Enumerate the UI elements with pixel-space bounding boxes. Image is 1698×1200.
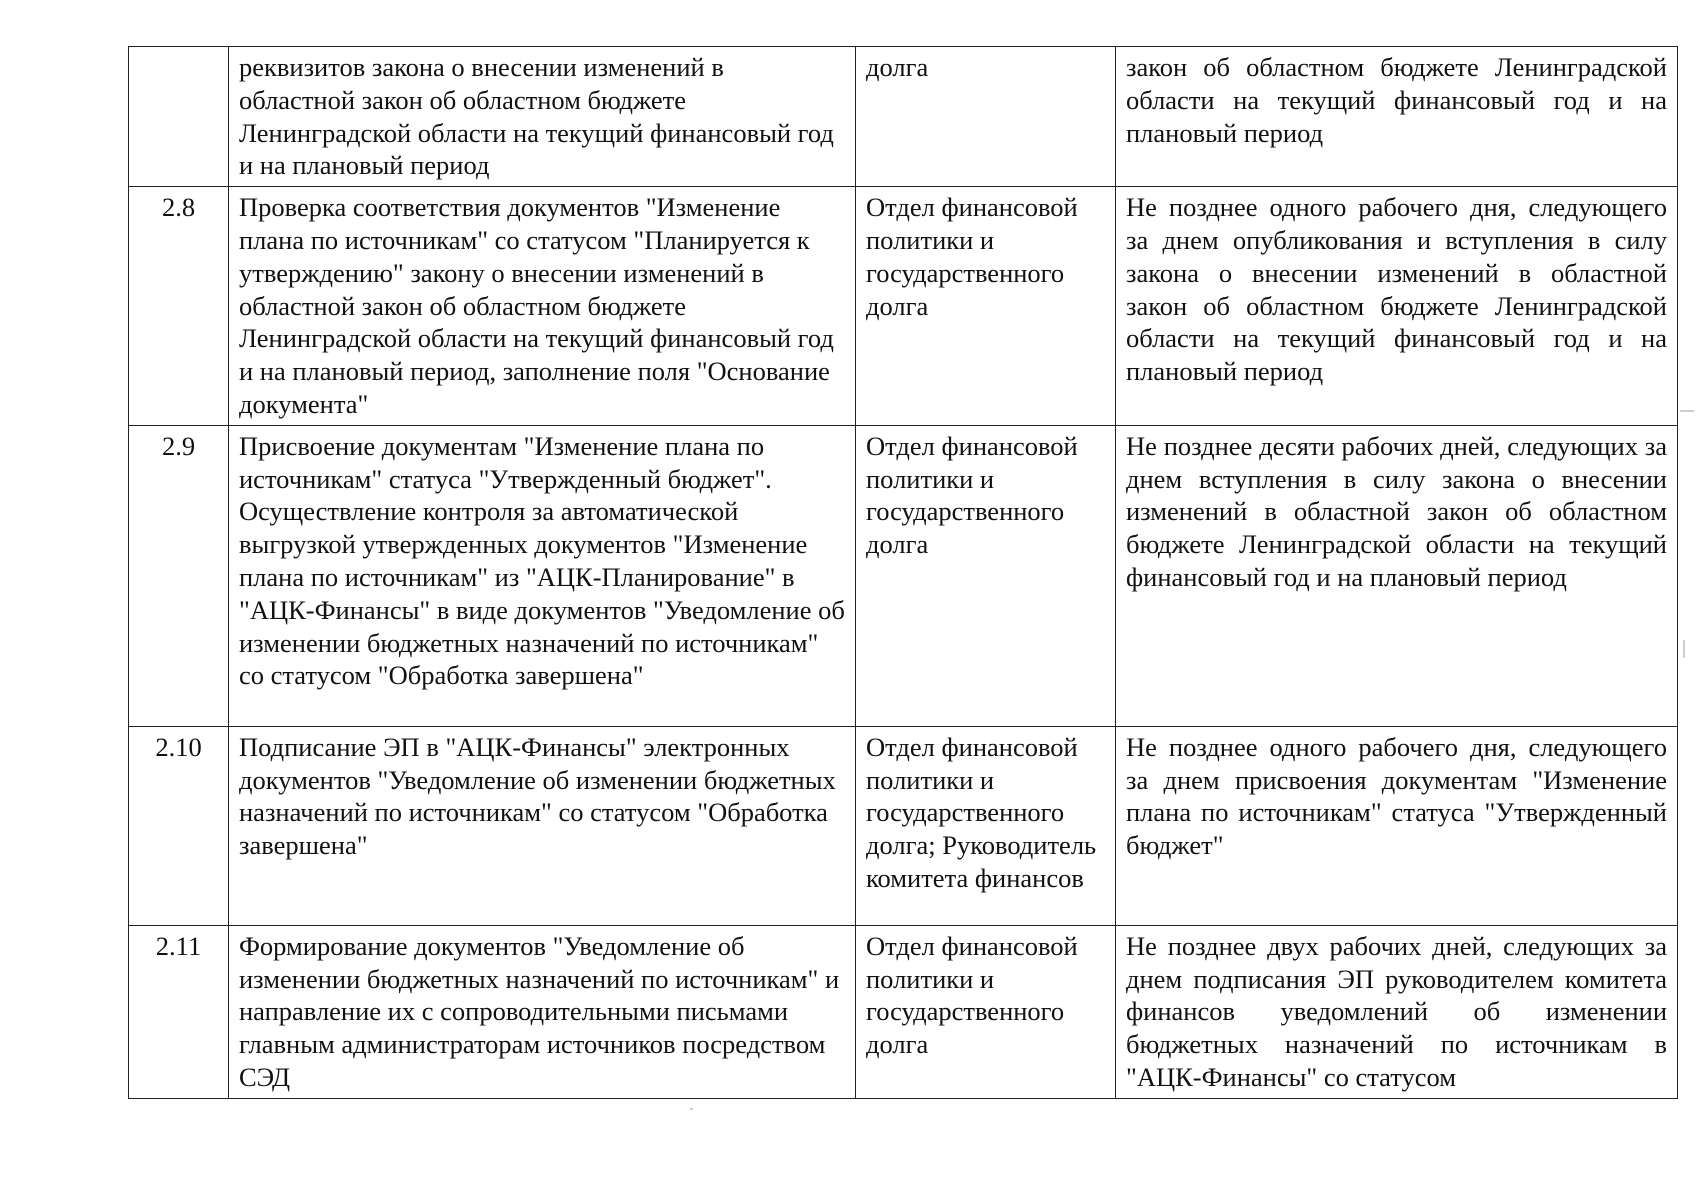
deadline-cell: Не позднее одного рабочего дня, следующего за днем опубликования и вступления в силу закона о внесении изменений в областной закон об областном бюджете Ленинградской области на текущий финансовый год и на плановый период [1116,187,1678,426]
deadline-cell: Не позднее десяти рабочих дней, следующих за днем вступления в силу закона о внесении изменений в областной закон об областном бюджете Ленинградской области на текущий финансовый год и на плановый период [1116,425,1678,726]
scan-artifact [1680,410,1694,412]
action-cell: Формирование документов "Уведомление об изменении бюджетных назначений по источникам" и направление их с сопроводительными письмами главным администраторам источников посредством СЭД [229,925,856,1098]
responsible-cell: Отдел финансовой политики и государственного долга [856,187,1116,426]
responsible-cell: Отдел финансовой политики и государственного долга [856,425,1116,726]
deadline-cell: Не позднее одного рабочего дня, следующего за днем присвоения документам "Изменение плана по источникам" статуса "Утвержденный бюджет" [1116,726,1678,925]
deadline-cell: Не позднее двух рабочих дней, следующих за днем подписания ЭП руководителем комитета финансов уведомлений об изменении бюджетных назначений по источникам в "АЦК-Финансы" со статусом [1116,925,1678,1098]
responsible-cell: Отдел финансовой политики и государственного долга; Руководитель комитета финансов [856,726,1116,925]
table-row [129,925,1678,1098]
responsible-cell: Отдел финансовой политики и государственного долга [856,925,1116,1098]
table-row [129,47,1678,187]
action-cell: реквизитов закона о внесении изменений в областной закон об областном бюджете Ленинградской области на текущий финансовый год и на плановый период [229,47,856,187]
table-row [129,726,1678,925]
responsible-cell: долга [856,47,1116,187]
row-number: 2.11 [129,925,229,1098]
scan-artifact [690,1108,693,1110]
deadline-cell: закон об областном бюджете Ленинградской области на текущий финансовый год и на плановый период [1116,47,1678,187]
action-cell: Подписание ЭП в "АЦК-Финансы" электронных документов "Уведомление об изменении бюджетных назначений по источникам" со статусом "Обработка завершена" [229,726,856,925]
scan-artifact [1683,640,1685,658]
table-row [129,425,1678,726]
action-cell: Присвоение документам "Изменение плана по источникам" статуса "Утвержденный бюджет". Осуществление контроля за автоматической выгрузкой утвержденных документов "Изменение плана по источникам" из "АЦК-Планирование" в "АЦК-Финансы" в виде документов "Уведомление об изменении бюджетных назначений по источникам" со статусом "Обработка завершена" [229,425,856,726]
row-number: 2.8 [129,187,229,426]
row-number: 2.9 [129,425,229,726]
procedure-table [128,46,1678,1099]
row-number [129,47,229,187]
table-row [129,187,1678,426]
action-cell: Проверка соответствия документов "Изменение плана по источникам" со статусом "Планируется к утверждению" закону о внесении изменений в областной закон об областном бюджете Ленинградской области на текущий финансовый год и на плановый период, заполнение поля "Основание документа" [229,187,856,426]
row-number: 2.10 [129,726,229,925]
